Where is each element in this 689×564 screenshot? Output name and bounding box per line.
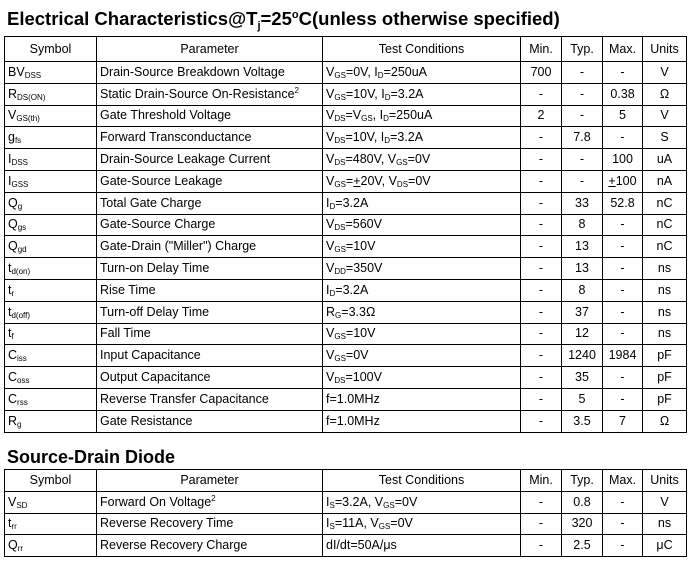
- table-row: [5, 236, 687, 258]
- table-row: [5, 83, 687, 105]
- symbol-cell: $Q_{gd}$: [5, 236, 97, 258]
- max-cell: -: [603, 258, 643, 280]
- symbol-cell: $R_g$: [5, 410, 97, 432]
- parameter-cell: Input Capacitance: [97, 345, 323, 367]
- table-row: [5, 279, 687, 301]
- header-test-conditions: Test Conditions: [323, 37, 521, 62]
- test-conditions-cell: $V_{DS}=V_{GS}$, $I_D=250uA$: [323, 105, 521, 127]
- symbol-cell: $t_{d(off)}$: [5, 301, 97, 323]
- typ-cell: 12: [562, 323, 603, 345]
- max-cell: -: [603, 127, 643, 149]
- table-row: [5, 410, 687, 432]
- min-cell: 2: [521, 105, 562, 127]
- typ-cell: -: [562, 105, 603, 127]
- typ-cell: 8: [562, 214, 603, 236]
- min-cell: -: [521, 149, 562, 171]
- header-units: Units: [643, 37, 687, 62]
- table-row: [5, 105, 687, 127]
- units-cell: pF: [643, 345, 687, 367]
- table-row: [5, 367, 687, 389]
- parameter-cell: Turn-off Delay Time: [97, 301, 323, 323]
- max-cell: 5: [603, 105, 643, 127]
- symbol-cell: $C_{iss}$: [5, 345, 97, 367]
- table-row: [5, 192, 687, 214]
- test-conditions-cell: f=1.0MHz: [323, 410, 521, 432]
- min-cell: -: [521, 513, 562, 535]
- test-conditions-cell: $I_D=3.2A$: [323, 192, 521, 214]
- header-test-conditions: Test Conditions: [323, 470, 521, 492]
- symbol-cell: $C_{oss}$: [5, 367, 97, 389]
- test-conditions-cell: $I_S=11A$, $V_{GS}=0V$: [323, 513, 521, 535]
- table-row: [5, 149, 687, 171]
- min-cell: -: [521, 279, 562, 301]
- symbol-cell: $t_{rr}$: [5, 513, 97, 535]
- typ-cell: 13: [562, 258, 603, 280]
- test-conditions-cell: $V_{GS}=10V$: [323, 323, 521, 345]
- table-row: [5, 535, 687, 557]
- max-cell: -: [603, 388, 643, 410]
- units-cell: nA: [643, 170, 687, 192]
- units-cell: V: [643, 62, 687, 84]
- header-symbol: Symbol: [5, 470, 97, 492]
- header-typ: Typ.: [562, 470, 603, 492]
- max-cell: -: [603, 279, 643, 301]
- min-cell: -: [521, 83, 562, 105]
- units-cell: ns: [643, 513, 687, 535]
- max-cell: 7: [603, 410, 643, 432]
- max-cell: 1984: [603, 345, 643, 367]
- typ-cell: 2.5: [562, 535, 603, 557]
- typ-cell: 13: [562, 236, 603, 258]
- units-cell: pF: [643, 367, 687, 389]
- section-title-electrical: Electrical $Characteristics@T_j=25^oC(unless$ otherwise specified): [7, 8, 560, 32]
- typ-cell: 3.5: [562, 410, 603, 432]
- test-conditions-cell: $V_{GS}=0V$: [323, 345, 521, 367]
- symbol-cell: $I_{GSS}$: [5, 170, 97, 192]
- parameter-cell: Total Gate Charge: [97, 192, 323, 214]
- electrical-characteristics-table: [4, 36, 687, 433]
- min-cell: 700: [521, 62, 562, 84]
- table-row: [5, 258, 687, 280]
- parameter-cell: Gate Threshold Voltage: [97, 105, 323, 127]
- min-cell: -: [521, 258, 562, 280]
- typ-cell: 320: [562, 513, 603, 535]
- table-row: [5, 170, 687, 192]
- test-conditions-cell: $V_{DS}=100V$: [323, 367, 521, 389]
- parameter-cell: Forward Transconductance: [97, 127, 323, 149]
- parameter-cell: Gate Resistance: [97, 410, 323, 432]
- parameter-cell: Static Drain-Source On-Resistance$^2$: [97, 83, 323, 105]
- units-cell: μC: [643, 535, 687, 557]
- units-cell: nC: [643, 192, 687, 214]
- symbol-cell: $V_{SD}$: [5, 491, 97, 513]
- parameter-cell: Gate-Source Charge: [97, 214, 323, 236]
- typ-cell: 7.8: [562, 127, 603, 149]
- units-cell: Ω: [643, 410, 687, 432]
- test-conditions-cell: dI/dt=50A/μs: [323, 535, 521, 557]
- min-cell: -: [521, 491, 562, 513]
- parameter-cell: Reverse Recovery Charge: [97, 535, 323, 557]
- table-row: [5, 62, 687, 84]
- table-header-row: [5, 37, 687, 62]
- min-cell: -: [521, 127, 562, 149]
- typ-cell: 8: [562, 279, 603, 301]
- test-conditions-cell: $V_{DS}=560V$: [323, 214, 521, 236]
- table-row: [5, 491, 687, 513]
- symbol-cell: $C_{rss}$: [5, 388, 97, 410]
- min-cell: -: [521, 214, 562, 236]
- max-cell: +100: [603, 170, 643, 192]
- typ-cell: 35: [562, 367, 603, 389]
- table-row: [5, 345, 687, 367]
- parameter-cell: Gate-Drain ("Miller") Charge: [97, 236, 323, 258]
- max-cell: -: [603, 236, 643, 258]
- typ-cell: 1240: [562, 345, 603, 367]
- table-row: [5, 214, 687, 236]
- units-cell: ns: [643, 301, 687, 323]
- parameter-cell: Output Capacitance: [97, 367, 323, 389]
- test-conditions-cell: $I_D=3.2A$: [323, 279, 521, 301]
- min-cell: -: [521, 170, 562, 192]
- typ-cell: -: [562, 149, 603, 171]
- parameter-cell: Drain-Source Breakdown Voltage: [97, 62, 323, 84]
- units-cell: ns: [643, 258, 687, 280]
- min-cell: -: [521, 345, 562, 367]
- parameter-cell: Forward On Voltage$^2$: [97, 491, 323, 513]
- min-cell: -: [521, 301, 562, 323]
- units-cell: V: [643, 105, 687, 127]
- units-cell: uA: [643, 149, 687, 171]
- parameter-cell: Turn-on Delay Time: [97, 258, 323, 280]
- source-drain-diode-table: [4, 469, 687, 557]
- header-units: Units: [643, 470, 687, 492]
- symbol-cell: $R_{DS(ON)}$: [5, 83, 97, 105]
- symbol-cell: $V_{GS(th)}$: [5, 105, 97, 127]
- test-conditions-cell: $R_G=3.3\Omega$: [323, 301, 521, 323]
- test-conditions-cell: $V_{DD}=350V$: [323, 258, 521, 280]
- max-cell: 52.8: [603, 192, 643, 214]
- min-cell: -: [521, 323, 562, 345]
- symbol-cell: $Q_{rr}$: [5, 535, 97, 557]
- max-cell: 0.38: [603, 83, 643, 105]
- max-cell: -: [603, 323, 643, 345]
- test-conditions-cell: $V_{DS}=10V$, $I_D=3.2A$: [323, 127, 521, 149]
- min-cell: -: [521, 192, 562, 214]
- parameter-cell: Drain-Source Leakage Current: [97, 149, 323, 171]
- header-parameter: Parameter: [97, 37, 323, 62]
- parameter-cell: Reverse Recovery Time: [97, 513, 323, 535]
- symbol-cell: $I_{DSS}$: [5, 149, 97, 171]
- min-cell: -: [521, 410, 562, 432]
- table-row: [5, 323, 687, 345]
- typ-cell: -: [562, 62, 603, 84]
- units-cell: nC: [643, 214, 687, 236]
- symbol-cell: $Q_g$: [5, 192, 97, 214]
- section-title-source-drain-diode: Source-Drain Diode: [7, 447, 176, 467]
- parameter-cell: Fall Time: [97, 323, 323, 345]
- typ-cell: 5: [562, 388, 603, 410]
- test-conditions-cell: $V_{GS}=10V$: [323, 236, 521, 258]
- max-cell: -: [603, 62, 643, 84]
- test-conditions-cell: $I_S=3.2A$, $V_{GS}=0V$: [323, 491, 521, 513]
- header-symbol: Symbol: [5, 37, 97, 62]
- parameter-cell: Reverse Transfer Capacitance: [97, 388, 323, 410]
- max-cell: -: [603, 535, 643, 557]
- min-cell: -: [521, 367, 562, 389]
- header-parameter: Parameter: [97, 470, 323, 492]
- symbol-cell: $t_f$: [5, 323, 97, 345]
- symbol-cell: $BV_{DSS}$: [5, 62, 97, 84]
- typ-cell: 0.8: [562, 491, 603, 513]
- header-max: Max.: [603, 37, 643, 62]
- test-conditions-cell: $V_{GS}=0V$, $I_D=250uA$: [323, 62, 521, 84]
- table-row: [5, 513, 687, 535]
- symbol-cell: $g_{fs}$: [5, 127, 97, 149]
- test-conditions-cell: $V_{GS}=10V$, $I_D=3.2A$: [323, 83, 521, 105]
- max-cell: -: [603, 513, 643, 535]
- header-max: Max.: [603, 470, 643, 492]
- symbol-cell: $Q_{gs}$: [5, 214, 97, 236]
- table-row: [5, 388, 687, 410]
- units-cell: ns: [643, 323, 687, 345]
- table-row: [5, 127, 687, 149]
- header-typ: Typ.: [562, 37, 603, 62]
- header-min: Min.: [521, 470, 562, 492]
- parameter-cell: Rise Time: [97, 279, 323, 301]
- min-cell: -: [521, 388, 562, 410]
- units-cell: nC: [643, 236, 687, 258]
- typ-cell: 37: [562, 301, 603, 323]
- units-cell: Ω: [643, 83, 687, 105]
- max-cell: -: [603, 214, 643, 236]
- symbol-cell: $t_r$: [5, 279, 97, 301]
- units-cell: pF: [643, 388, 687, 410]
- typ-cell: -: [562, 170, 603, 192]
- test-conditions-cell: $V_{GS}=+20V$, $V_{DS}=0V$: [323, 170, 521, 192]
- max-cell: -: [603, 367, 643, 389]
- min-cell: -: [521, 535, 562, 557]
- max-cell: -: [603, 301, 643, 323]
- max-cell: -: [603, 491, 643, 513]
- typ-cell: 33: [562, 192, 603, 214]
- min-cell: -: [521, 236, 562, 258]
- table-header-row: [5, 470, 687, 492]
- test-conditions-cell: $V_{DS}=480V$, $V_{GS}=0V$: [323, 149, 521, 171]
- units-cell: S: [643, 127, 687, 149]
- max-cell: 100: [603, 149, 643, 171]
- test-conditions-cell: f=1.0MHz: [323, 388, 521, 410]
- table-row: [5, 301, 687, 323]
- units-cell: ns: [643, 279, 687, 301]
- symbol-cell: $t_{d(on)}$: [5, 258, 97, 280]
- typ-cell: -: [562, 83, 603, 105]
- parameter-cell: Gate-Source Leakage: [97, 170, 323, 192]
- units-cell: V: [643, 491, 687, 513]
- header-min: Min.: [521, 37, 562, 62]
